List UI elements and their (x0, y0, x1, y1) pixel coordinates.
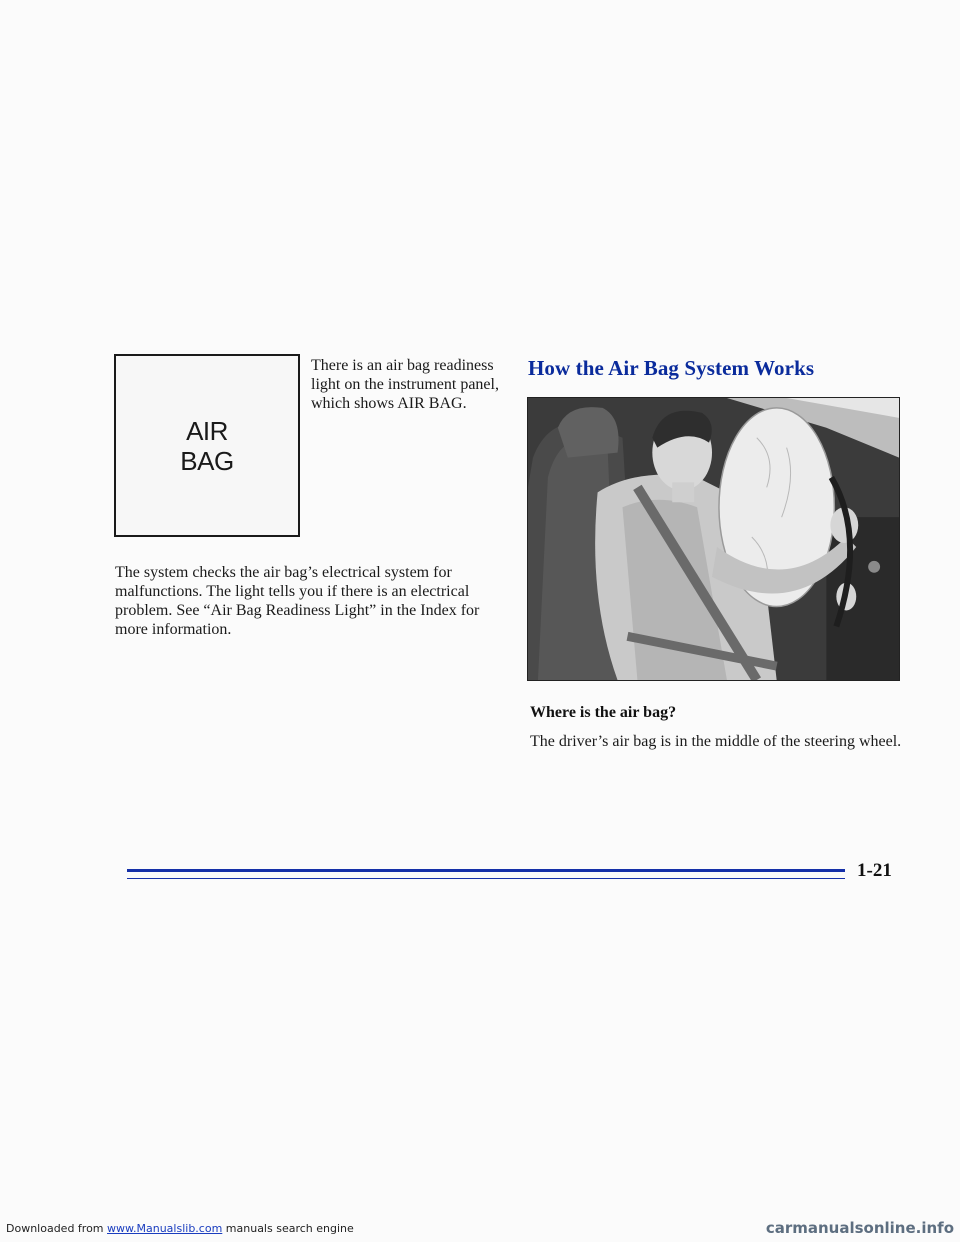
banner-prefix: Downloaded from (6, 1222, 108, 1235)
air-bag-indicator-symbol (114, 354, 300, 537)
system-check-paragraph: The system checks the air bag’s electrical system for malfunctions. The light tells you if there is an electrical problem. See “Air Bag Readiness Light” in the Index for more information. (115, 564, 480, 638)
page-number: 1-21 (857, 860, 892, 881)
driver-airbag-drawing (528, 398, 899, 680)
footer-rule (127, 869, 845, 872)
faq-answer: The driver’s air bag is in the middle of the steering wheel. (530, 733, 902, 750)
readiness-light-description: There is an air bag readiness light on the instrument panel, which shows AIR BAG. (311, 357, 499, 412)
faq-question: Where is the air bag? (530, 704, 677, 721)
manualslib-link[interactable]: www.Manualslib.com (107, 1222, 223, 1235)
indicator-line-1: AIR (186, 415, 228, 446)
download-banner (6, 1222, 354, 1235)
air-bag-deployment-illustration (527, 397, 900, 681)
banner-suffix: manuals search engine (222, 1222, 354, 1235)
section-heading: How the Air Bag System Works (528, 356, 815, 380)
indicator-line-2: BAG (180, 445, 234, 476)
footer-rule-thin (127, 878, 845, 879)
watermark-text: carmanualsonline.info (765, 1219, 954, 1237)
